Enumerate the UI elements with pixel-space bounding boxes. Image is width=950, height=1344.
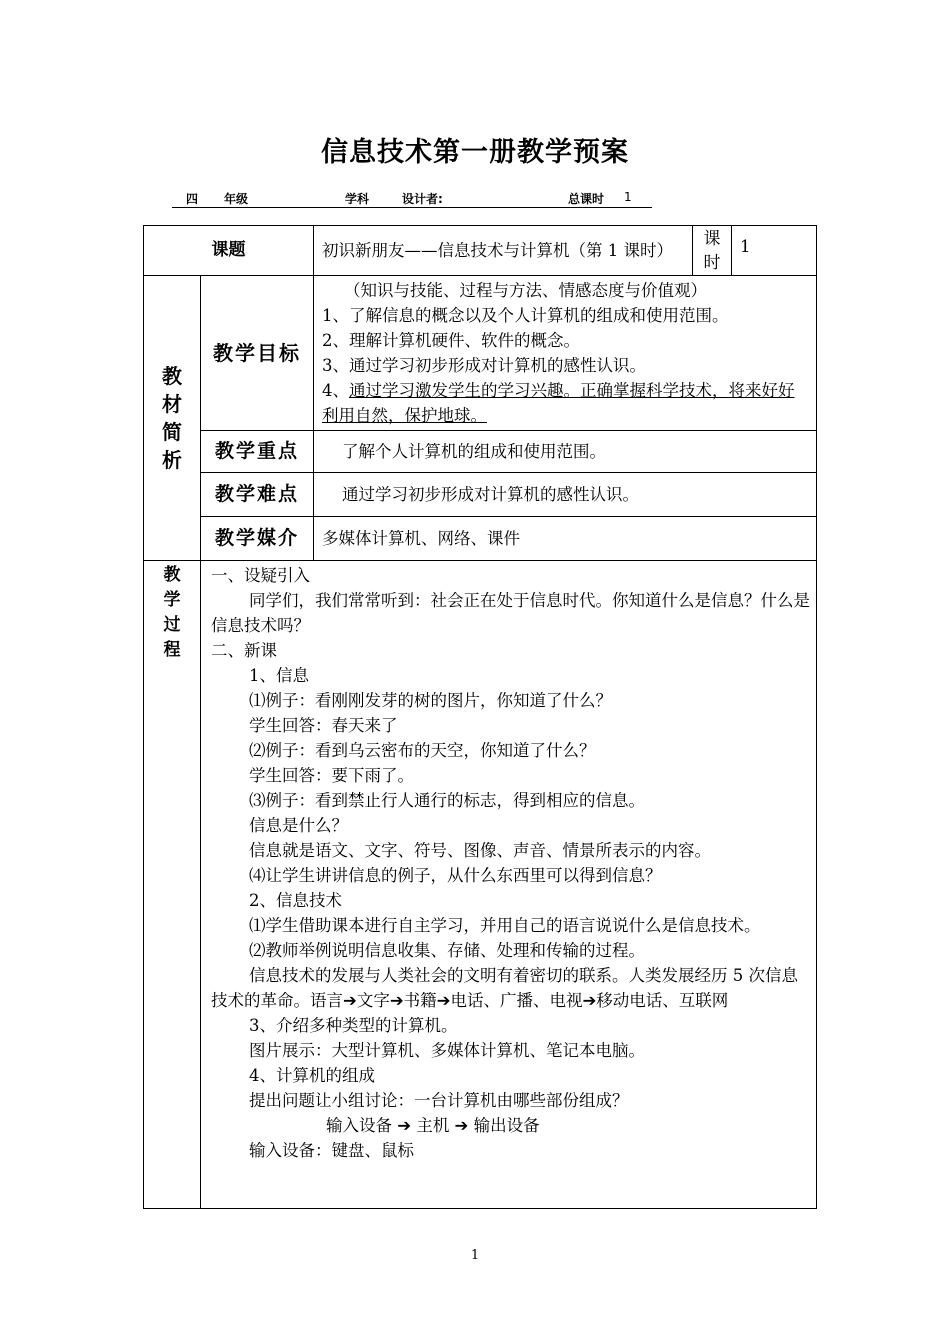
total-hours-value: 1 bbox=[624, 190, 632, 204]
process-line-2: 二、新课 bbox=[211, 641, 277, 660]
hours-label: 课时 bbox=[693, 226, 732, 276]
difficulty-label: 教学难点 bbox=[201, 473, 314, 517]
process-line-14: ⑵教师举例说明信息收集、存储、处理和传输的过程。 bbox=[249, 941, 645, 960]
topic-label: 课题 bbox=[144, 226, 314, 276]
difficulty-value: 通过学习初步形成对计算机的感性认识。 bbox=[314, 473, 817, 517]
process-line-18: 4、计算机的组成 bbox=[249, 1066, 375, 1085]
process-line-11: ⑷让学生讲讲信息的例子，从什么东西里可以得到信息？ bbox=[249, 866, 662, 885]
key-points-value: 了解个人计算机的组成和使用范围。 bbox=[314, 431, 817, 473]
process-content bbox=[201, 561, 817, 1209]
section-process-label: 教学过程 bbox=[144, 561, 201, 1209]
goals-line-4: 4、通过学习激发学生的学习兴趣。正确掌握科学技术，将来好好利用自然，保护地球。 bbox=[322, 381, 795, 425]
process-line-21: 输入设备：键盘、鼠标 bbox=[249, 1141, 414, 1160]
page-number: 1 bbox=[470, 1248, 480, 1263]
goals-line-5: 通过学习激发学生的学习兴趣。正确掌握科学技术，将来好好利用自然，保护地球。 bbox=[322, 381, 795, 425]
process-line-6: ⑵例子：看到乌云密布的天空，你知道了什么？ bbox=[249, 741, 596, 760]
header-info-line bbox=[172, 190, 652, 208]
process-line-0: 一、设疑引入 bbox=[211, 566, 310, 585]
document-title: 信息技术第一册教学预案 bbox=[321, 137, 629, 168]
process-line-17: 图片展示：大型计算机、多媒体计算机、笔记本电脑。 bbox=[249, 1041, 645, 1060]
process-line-9: 信息是什么？ bbox=[249, 816, 348, 835]
grade-number: 四 bbox=[186, 192, 199, 206]
hours-value: 1 bbox=[732, 226, 817, 276]
lesson-plan-table bbox=[143, 225, 817, 1209]
goals-line-1: 1、了解信息的概念以及个人计算机的组成和使用范围。 bbox=[322, 306, 729, 325]
process-line-8: ⑶例子：看到禁止行人通行的标志，得到相应的信息。 bbox=[249, 791, 645, 810]
process-line-1: 同学们，我们常常听到：社会正在处于信息时代。你知道什么是信息？什么是信息技术吗？ bbox=[211, 591, 810, 635]
header-underline bbox=[172, 207, 652, 208]
media-label: 教学媒介 bbox=[201, 517, 314, 561]
process-line-7: 学生回答：要下雨了。 bbox=[249, 766, 414, 785]
grade-label: 年级 bbox=[224, 192, 249, 206]
process-line-12: 2、信息技术 bbox=[249, 891, 342, 910]
designer-label: 设计者: bbox=[402, 192, 443, 206]
process-line-4: ⑴例子：看刚刚发芽的树的图片，你知道了什么？ bbox=[249, 691, 612, 710]
goals-line-3: 3、通过学习初步形成对计算机的感性认识。 bbox=[322, 356, 646, 375]
process-line-5: 学生回答：春天来了 bbox=[249, 716, 398, 735]
process-line-13: ⑴学生借助课本进行自主学习，并用自己的语言说说什么是信息技术。 bbox=[249, 916, 761, 935]
total-hours-label: 总课时 bbox=[568, 192, 605, 206]
process-line-10: 信息就是语文、文字、符号、图像、声音、情景所表示的内容。 bbox=[249, 841, 711, 860]
process-line-20: 输入设备 ➔ 主机 ➔ 输出设备 bbox=[326, 1116, 540, 1135]
goals-line-0: （知识与技能、过程与方法、情感态度与价值观） bbox=[344, 281, 707, 300]
process-line-15: 信息技术的发展与人类社会的文明有着密切的联系。人类发展经历 5 次信息技术的革命。语言➔文字➔书籍➔电话、广播、电视➔移动电话、互联网 bbox=[211, 966, 798, 1010]
goals-line-2: 2、理解计算机硬件、软件的概念。 bbox=[322, 331, 580, 350]
process-line-3: 1、信息 bbox=[249, 666, 309, 685]
process-line-16: 3、介绍多种类型的计算机。 bbox=[249, 1016, 458, 1035]
goals-content bbox=[314, 276, 817, 431]
section-materials-label: 教材简析 bbox=[144, 276, 201, 561]
goals-label: 教学目标 bbox=[201, 276, 314, 431]
subject-label: 学科 bbox=[345, 192, 370, 206]
key-points-label: 教学重点 bbox=[201, 431, 314, 473]
topic-value: 初识新朋友——信息技术与计算机（第 1 课时） bbox=[314, 226, 693, 276]
process-line-19: 提出问题让小组讨论：一台计算机由哪些部份组成？ bbox=[249, 1091, 629, 1110]
media-value: 多媒体计算机、网络、课件 bbox=[314, 517, 817, 561]
